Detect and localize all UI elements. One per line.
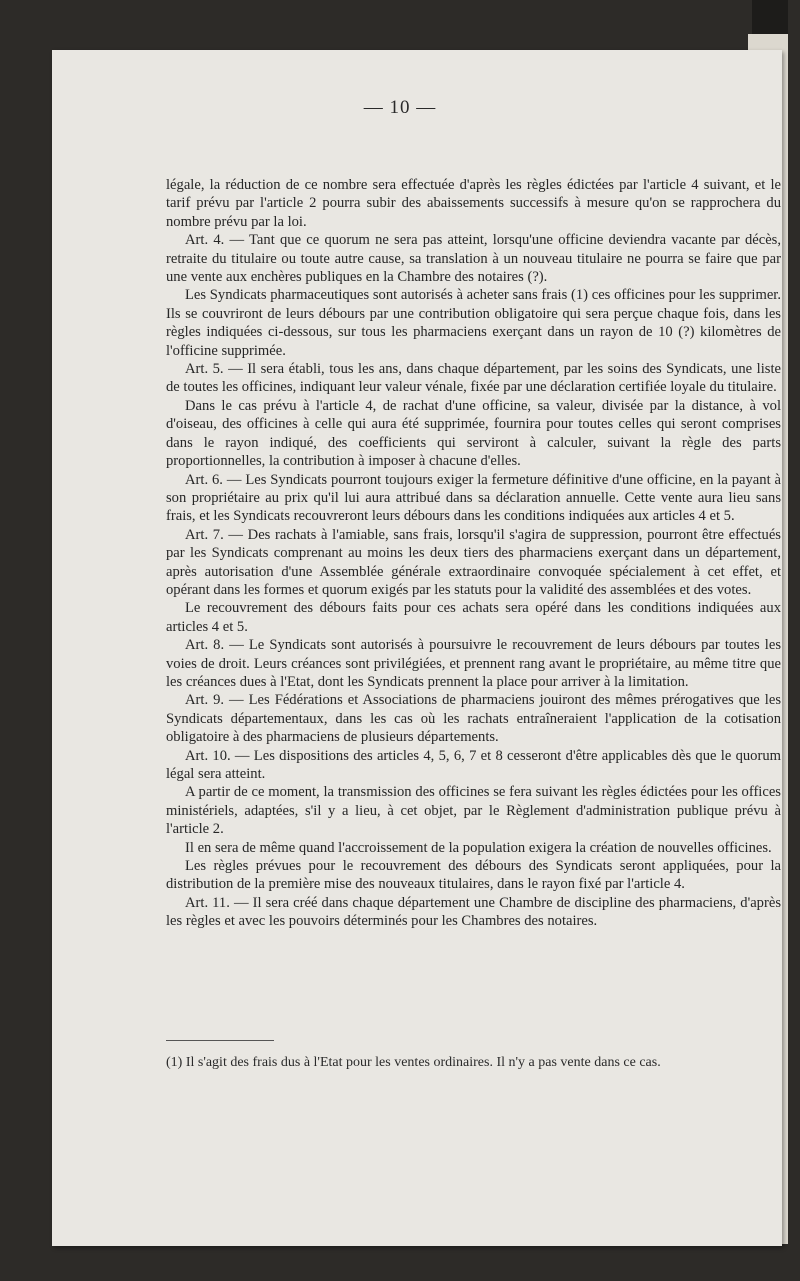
paragraph-recouvrement: Le recouvrement des débours faits pour ces achats sera opéré dans les conditions indiquées aux articles 4 et 5. xyxy=(166,600,781,635)
page-body xyxy=(166,176,781,931)
page-number: — 10 — xyxy=(363,97,437,118)
footnote-rule xyxy=(166,1040,274,1041)
article-11: Art. 11. — Il sera créé dans chaque département une Chambre de discipline des pharmaciens, d'après les règles et avec les pouvoirs déterminés pour les Chambres des notaires. xyxy=(166,894,781,930)
article-5: Art. 5. — Il sera établi, tous les ans, dans chaque département, par les soins des Syndicats, une liste de toutes les officines, indiquant leur valeur vénale, fixée par une déclaration certifiée loyale du titulaire. xyxy=(166,361,781,396)
binding-edge xyxy=(752,0,788,36)
article-9: Art. 9. — Les Fédérations et Associations de pharmaciens jouiront des mêmes prérogatives que les Syndicats départementaux, dans les cas où les rachats entraîneraient l'application de la cotisation obligatoire à des pharmaciens de plusieurs départements. xyxy=(166,692,781,746)
paragraph-coefficients: Dans le cas prévu à l'article 4, de rachat d'une officine, sa valeur, divisée par la distance, à vol d'oiseau, des officines à celle qui aura été supprimée, fournira pour toutes celles qui seront comprises dans le rayon indiqué, des coefficients qui serviront à calculer, suivant la règle des parts proportionnelles, la contribution à imposer à chacune d'elles. xyxy=(166,397,781,470)
paragraph-syndicats-rachat: Les Syndicats pharmaceutiques sont autorisés à acheter sans frais (1) ces officines pour les supprimer. Ils se couvriront de leurs débours par une contribution obligatoire qui sera perçue chaque fois, dans les règles indiquées ci-dessous, sur tous les pharmaciens exerçant dans un rayon de 10 (?) kilomètres de l'officine supprimée. xyxy=(166,287,781,359)
paragraph-continuation: légale, la réduction de ce nombre sera effectuée d'après les règles édictées par l'article 4 suivant, et le tarif prévu par l'article 2 pourra subir des abaissements successifs à mesure qu'on se rapprochera du nombre prévu par la loi. xyxy=(166,177,781,230)
paragraph-transmission: A partir de ce moment, la transmission des officines se fera suivant les règles édictées pour les offices ministériels, adaptées, s'il y a lieu, à cet objet, par le Règlement d'administration publique prévu à l'article 2. xyxy=(166,784,781,838)
footnote: (1) Il s'agit des frais dus à l'Etat pour les ventes ordinaires. Il n'y a pas vente dans ce cas. xyxy=(166,1055,661,1070)
paragraph-regles-prevues: Les règles prévues pour le recouvrement des débours des Syndicats seront appliquées, pour la distribution de la première mise des nouveaux titulaires, dans le rayon fixé par l'article 4. xyxy=(166,858,781,893)
article-4: Art. 4. — Tant que ce quorum ne sera pas atteint, lorsqu'une officine deviendra vacante par décès, retraite du titulaire ou toute autre cause, sa translation à un nouveau titulaire ne pourra se faire que par une vente aux enchères publiques en la Chambre des notaires (?). xyxy=(166,232,781,286)
article-7: Art. 7. — Des rachats à l'amiable, sans frais, lorsqu'il s'agira de suppression, pourront être effectués par les Syndicats comprenant au moins les deux tiers des pharmaciens exerçant dans un département, après autorisation d'une Assemblée générale extraordinaire convoquée spécialement à cet effet, et opérant dans les formes et quorum exigés par les statuts pour la validité des assemblées et des votes. xyxy=(166,526,781,598)
paragraph-nouvelles-officines: Il en sera de même quand l'accroissement de la population exigera la création de nouvelles officines. xyxy=(185,839,772,856)
article-10: Art. 10. — Les dispositions des articles 4, 5, 6, 7 et 8 cesseront d'être applicables dès que le quorum légal sera atteint. xyxy=(166,747,781,782)
article-6: Art. 6. — Les Syndicats pourront toujours exiger la fermeture définitive d'une officine, en la payant à son propriétaire au prix qu'il lui aura attribué dans sa déclaration annuelle. Cette vente aura lieu sans frais, et les Syndicats recouvreront leurs débours dans les conditions indiquées aux articles 4 et 5. xyxy=(166,471,781,525)
article-8: Art. 8. — Le Syndicats sont autorisés à poursuivre le recouvrement de leurs débours par toutes les voies de droit. Leurs créances sont privilégiées, et prennent rang avant le propriétaire, au même titre que les créances dues à l'Etat, dont les Syndicats prennent la place pour arriver à la limitation. xyxy=(166,637,781,690)
